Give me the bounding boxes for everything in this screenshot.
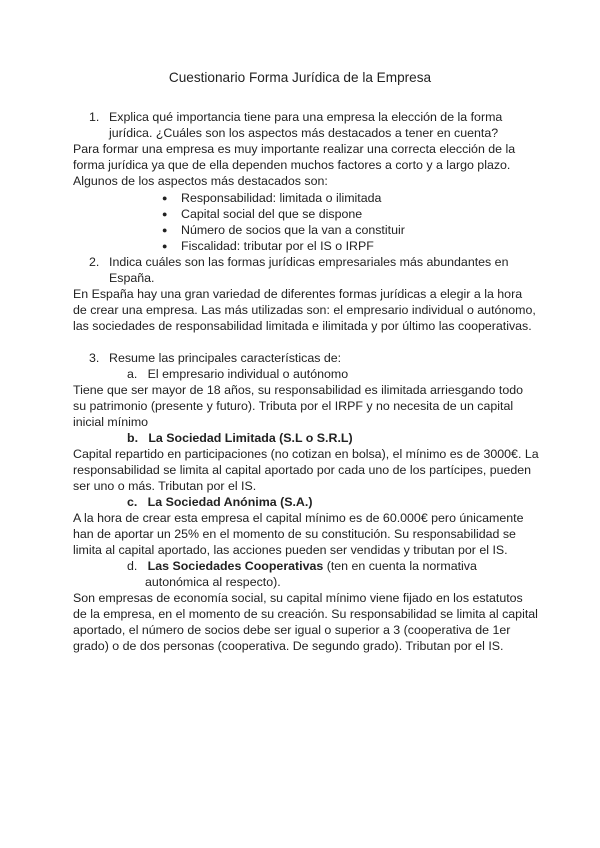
paragraph-line: Capital repartido en participaciones (no cotizan en bolsa), el mínimo es de 3000€. La [73, 447, 539, 461]
bullet-icon: ● [162, 209, 168, 219]
bullet-item [162, 190, 381, 206]
subitem-note: (ten en cuenta la normativa [323, 559, 477, 573]
bullet-item [162, 222, 405, 238]
bullet-text: Capital social del que se dispone [181, 207, 363, 221]
question-number: 2. [89, 255, 100, 269]
subitem-d [127, 558, 477, 574]
bullet-icon: ● [162, 241, 168, 251]
subitem-title: La Sociedad Anónima (S.A.) [147, 495, 313, 509]
paragraph-line: limita al capital aportado, las acciones pueden ser vendidas y tributan por el IS. [73, 543, 508, 557]
question-2 [89, 254, 508, 270]
question-1 [89, 109, 502, 125]
question-text-line: Indica cuáles son las formas jurídicas empresariales más abundantes en [109, 255, 509, 269]
paragraph-line: Son empresas de economía social, su capital mínimo viene fijado en los estatutos [73, 591, 523, 605]
subitem-title: El empresario individual o autónomo [147, 367, 349, 381]
bullet-text: Fiscalidad: tributar por el IS o IRPF [181, 239, 374, 253]
question-text-line: Explica qué importancia tiene para una empresa la elección de la forma [109, 110, 503, 124]
subitem-c [127, 494, 312, 510]
paragraph-line: grado) o de dos personas (cooperativa. De segundo grado). Tributan por el IS. [73, 639, 504, 653]
question-number: 3. [89, 351, 100, 365]
question-text-line: jurídica. ¿Cuáles son los aspectos más destacados a tener en cuenta? [109, 126, 499, 140]
paragraph-line: Para formar una empresa es muy importante realizar una correcta elección de la [73, 142, 516, 156]
paragraph-line: de la empresa, en el momento de su creación. Su responsabilidad se limita al capital [73, 607, 538, 621]
subitem-a [127, 366, 348, 382]
subitem-letter: a. [127, 367, 138, 381]
question-text-line: España. [109, 271, 155, 285]
subitem-note-line: autonómica al respecto). [145, 575, 281, 589]
paragraph-line: han de aportar un 25% en el momento de su constitución. Su responsabilidad se [73, 527, 516, 541]
subitem-letter: c. [127, 495, 138, 509]
paragraph-line: las sociedades de responsabilidad limitada e ilimitada y por último las cooperativas. [73, 319, 532, 333]
paragraph-line: ser uno o más. Tributan por el IS. [73, 479, 257, 493]
bullet-icon: ● [162, 193, 168, 203]
paragraph-line: aportado, el número de socios debe ser igual o superior a 3 (cooperativa de 1er [73, 623, 511, 637]
subitem-letter: d. [127, 559, 138, 573]
document-title: Cuestionario Forma Jurídica de la Empresa [168, 70, 432, 85]
paragraph-line: responsabilidad se limita al capital aportado por cada uno de los partícipes, pueden [73, 463, 532, 477]
question-number: 1. [89, 110, 100, 124]
bullet-text: Número de socios que la van a constituir [181, 223, 405, 237]
bullet-text: Responsabilidad: limitada o ilimitada [181, 191, 382, 205]
subitem-b [127, 430, 353, 446]
bullet-item [162, 238, 374, 254]
paragraph-line: A la hora de crear esta empresa el capital mínimo es de 60.000€ pero únicamente [73, 511, 524, 525]
bullet-icon: ● [162, 225, 168, 235]
paragraph-line: inicial mínimo [73, 415, 149, 429]
paragraph-line: Algunos de los aspectos más destacados son: [73, 174, 328, 188]
subitem-title: Las Sociedades Cooperativas [147, 559, 324, 573]
paragraph-line: su patrimonio (presente y futuro). Tributa por el IRPF y no necesita de un capital [73, 399, 514, 413]
question-3 [89, 350, 341, 366]
bullet-item [162, 206, 362, 222]
subitem-letter: b. [127, 431, 139, 445]
paragraph-line: En España hay una gran variedad de diferentes formas jurídicas a elegir a la hora [73, 287, 523, 301]
paragraph-line: Tiene que ser mayor de 18 años, su responsabilidad es ilimitada arriesgando todo [73, 383, 524, 397]
subitem-title: La Sociedad Limitada (S.L o S.R.L) [148, 431, 353, 445]
paragraph-line: de crear una empresa. Las más utilizadas son: el empresario individual o autónomo, [73, 303, 536, 317]
paragraph-line: forma jurídica ya que de ella dependen muchos factores a corto y a largo plazo. [73, 158, 511, 172]
question-text-line: Resume las principales características de: [109, 351, 342, 365]
